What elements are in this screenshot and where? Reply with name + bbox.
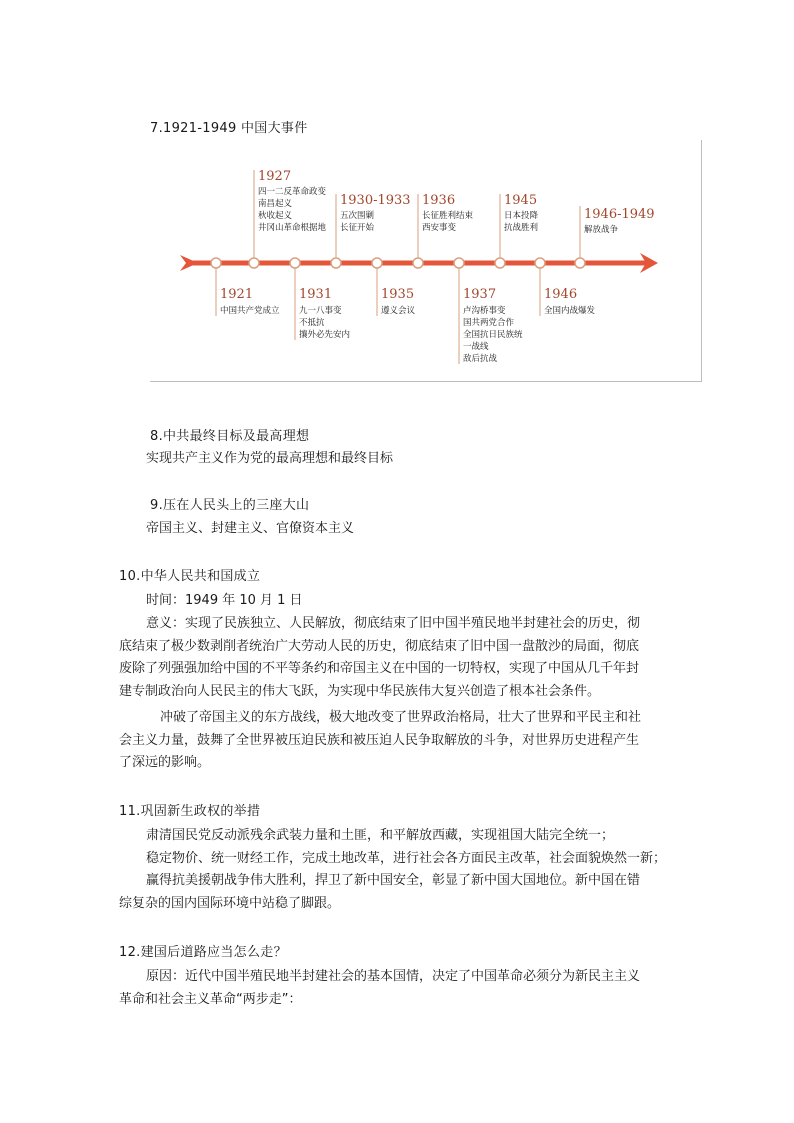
event-below-1935 [377,268,416,316]
text-line: 肃清国民党反动派残余武装力量和土匪，和平解放西藏，实现祖国大陆完全统一； [146,828,615,843]
event-year: 1946-1949 [584,207,655,222]
section-8-body: 实现共产主义作为党的最高理想和最终目标 [146,451,394,466]
event-year: 1945 [504,193,538,208]
section-9-title: 9.压在人民头上的三座大山 [150,498,310,513]
event-above-1930-1933 [336,193,411,258]
timeline-node [495,258,505,268]
timeline-node [535,258,545,268]
text-line: 原因：近代中国半殖民地半封建社会的基本国情，决定了中国革命必须分为新民主主义 [146,969,641,984]
event-item: 国共两党合作 [463,318,515,328]
event-item: 解放战争 [584,225,619,235]
event-item: 卢沟桥事变 [463,306,506,316]
text-line: 稳定物价、统一财经工作，完成土地改革，进行社会各方面民主改革，社会面貌焕然一新； [146,850,667,866]
event-above-1946-1949 [580,206,655,258]
event-below-1937 [459,268,523,364]
event-above-1927 [254,169,327,258]
event-item: 遵义会议 [381,306,416,316]
event-item: 长征开始 [340,223,375,233]
timeline-node [290,258,300,268]
event-item: 四一二反革命政变 [258,187,327,197]
text-line: 赢得抗美援朝战争伟大胜利，捍卫了新中国安全，彰显了新中国大国地位。新中国在错 [146,873,641,888]
event-item: 井冈山革命根据地 [258,223,327,233]
event-item: 西安事变 [422,223,457,233]
event-year: 1936 [422,193,456,208]
event-year: 1946 [544,287,578,302]
event-item: 五次围剿 [340,211,375,221]
event-item: 全国内战爆发 [544,306,596,316]
event-year: 1930-1933 [340,193,411,208]
event-item: 长征胜利结束 [422,211,474,221]
timeline-frame-right [701,140,702,382]
event-item: 中国共产党成立 [220,306,280,316]
event-item: 南昌起义 [258,199,293,209]
event-above-1945 [500,193,539,258]
text-line: 革命和社会主义革命“两步走”： [119,991,302,1007]
event-year: 1935 [381,287,415,302]
text-line: 废除了列强强加给中国的不平等条约和帝国主义在中国的一切特权，实现了中国从几千年封 [119,661,640,676]
event-year: 1931 [299,287,333,302]
text-line: 建专制政治向人民民主的伟大飞跃，为实现中华民族伟大复兴创造了根本社会条件。 [119,683,601,699]
section-12-body [119,966,686,1011]
text-line: 会主义力量，鼓舞了全世界被压迫民族和被压迫人民争取解放的斗争，对世界历史进程产生 [119,732,640,748]
text-line: 了深远的影响。 [119,755,211,770]
event-item: 秋收起义 [258,211,293,221]
section-10-meaning [119,613,686,703]
section-10-title: 10.中华人民共和国成立 [119,569,261,584]
text-line: 底结束了极少数剥削者统治广大劳动人民的历史，彻底结束了旧中国一盘散沙的局面，彻底 [119,638,640,654]
section-10-time: 时间：1949 年 10 月 1 日 [146,593,303,608]
event-below-1921 [216,268,280,316]
event-item: 攘外必先安内 [299,330,351,340]
event-item: 九一八事变 [299,306,342,316]
event-below-1931 [295,268,350,340]
event-year: 1921 [220,287,254,302]
section-11-body [119,825,686,915]
event-item: 日本投降 [504,211,539,221]
section-9-body: 帝国主义、封建主义、官僚资本主义 [146,521,355,536]
event-year: 1927 [258,169,292,184]
event-year: 1937 [463,287,497,302]
timeline-node [249,258,259,268]
text-line: 意义：实现了民族独立、人民解放，彻底结束了旧中国半殖民地半封建社会的历史，彻 [146,616,641,631]
text-line: 冲破了帝国主义的东方战线，极大地改变了世界政治格局，壮大了世界和平民主和社 [160,710,642,725]
timeline-node [575,258,585,268]
event-item: 不抵抗 [299,318,325,328]
event-item: 敌后抗战 [463,354,498,364]
timeline-frame-bottom [150,381,702,382]
event-item: 全国抗日民族统 [463,330,523,340]
event-below-1946 [540,268,596,316]
section-10-meaning-2 [119,707,680,775]
timeline-node [331,258,341,268]
timeline-node [211,258,221,268]
section-7-title: 7.1921-1949 中国大事件 [150,121,308,136]
section-11-title: 11.巩固新生政权的举措 [119,804,261,819]
text-line: 综复杂的国内国际环境中站稳了脚跟。 [119,895,341,911]
timeline-node [413,258,423,268]
timeline-node [454,258,464,268]
event-above-1936 [418,193,474,258]
event-item: 一战线 [463,342,489,352]
section-12-title: 12.建国后道路应当怎么走？ [119,945,287,960]
timeline-arrow-tail [180,255,198,271]
section-8-title: 8.中共最终目标及最高理想 [150,429,310,444]
event-item: 抗战胜利 [504,223,539,233]
timeline-chart [150,140,702,383]
timeline-node [372,258,382,268]
